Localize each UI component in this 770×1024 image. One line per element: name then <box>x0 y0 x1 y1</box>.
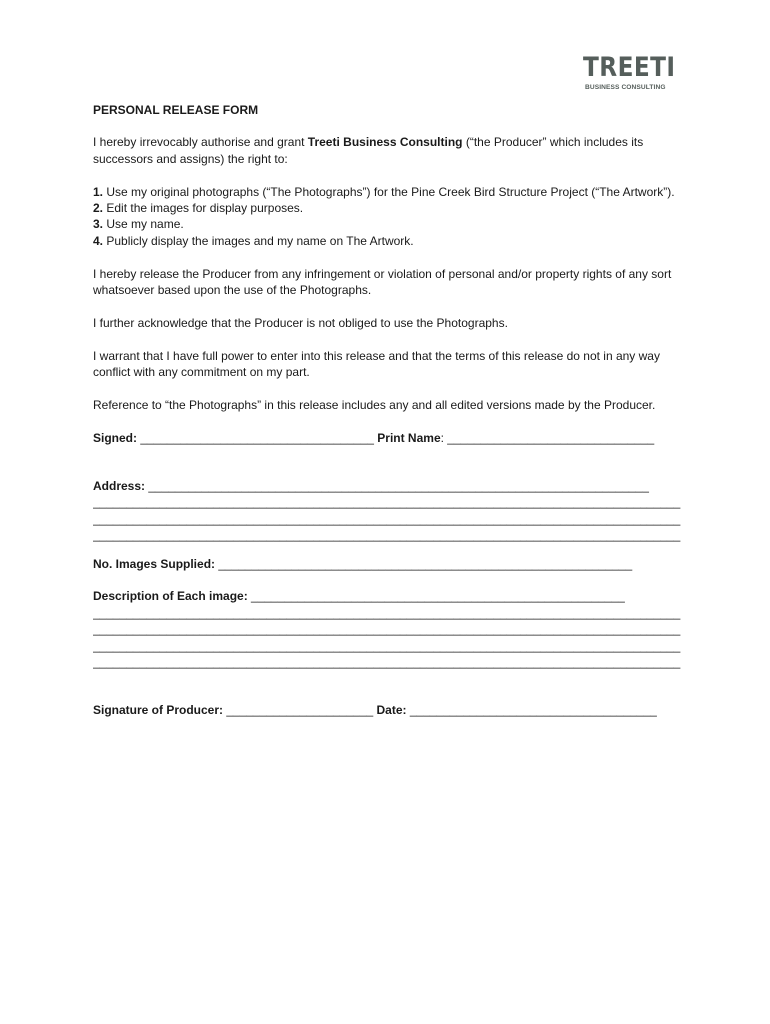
print-name-blank[interactable]: : _______________________________ <box>440 430 655 445</box>
form-title: PERSONAL RELEASE FORM <box>93 103 259 117</box>
description-blank[interactable]: ________________________________________________________ <box>247 589 625 604</box>
description-line[interactable]: ________________________________________________________________________________________ <box>93 622 681 637</box>
list-item <box>93 216 683 232</box>
address-line[interactable]: ________________________________________________________________________________________ <box>93 511 681 526</box>
print-name-label: Print Name <box>377 430 441 445</box>
address-field[interactable] <box>93 478 683 494</box>
images-supplied-blank[interactable]: ______________________________________________________________ <box>215 556 633 571</box>
description-line[interactable]: ________________________________________________________________________________________ <box>93 605 681 620</box>
warranty-paragraph: I warrant that I have full power to enter into this release and that the terms of this release do not in any way conflict with any commitment on my part. <box>93 348 660 380</box>
intro-text-after: (“the Producer” which includes its successors and assigns) the right to: <box>93 135 644 166</box>
reference-paragraph: Reference to “the Photographs” in this release includes any and all edited versions made by the Producer. <box>93 397 656 412</box>
description-label: Description of Each image: <box>93 589 248 604</box>
list-item <box>93 200 683 216</box>
description-line[interactable]: ________________________________________________________________________________________ <box>93 638 681 653</box>
images-supplied-label: No. Images Supplied: <box>93 556 216 571</box>
producer-signature-field[interactable] <box>93 702 683 718</box>
address-line[interactable]: ________________________________________________________________________________________ <box>93 495 681 510</box>
intro-text-before: I hereby irrevocably authorise and grant <box>93 135 308 150</box>
list-item-text: Publicly display the images and my name on The Artwork. <box>103 233 414 248</box>
signed-blank[interactable]: ___________________________________ <box>137 430 378 445</box>
list-item-text: Use my original photographs (“The Photographs”) for the Pine Creek Bird Structure Project (“The Artwork”). <box>103 184 675 199</box>
release-paragraph: I hereby release the Producer from any infringement or violation of personal and/or property rights of any sort whatsoever based upon the use of the Photographs. <box>93 266 672 298</box>
acknowledge-paragraph: I further acknowledge that the Producer is not obliged to use the Photographs. <box>93 315 508 330</box>
list-item-number: 1. <box>93 184 104 199</box>
logo-subtitle: BUSINESS CONSULTING <box>585 84 666 91</box>
date-label: Date: <box>376 703 407 718</box>
address-blank[interactable]: ___________________________________________________________________________ <box>145 479 649 494</box>
list-item-number: 3. <box>93 217 104 232</box>
signed-field[interactable] <box>93 430 683 446</box>
producer-signature-blank[interactable]: ______________________ <box>223 703 377 718</box>
rights-list <box>93 184 683 250</box>
release-form <box>93 102 683 719</box>
description-line[interactable]: ________________________________________________________________________________________ <box>93 655 681 670</box>
images-supplied-field[interactable] <box>93 556 683 572</box>
list-item-text: Use my name. <box>103 217 184 232</box>
producer-signature-label: Signature of Producer: <box>93 703 224 718</box>
signed-label: Signed: <box>93 430 137 445</box>
address-line[interactable]: ________________________________________________________________________________________ <box>93 528 681 543</box>
list-item-text: Edit the images for display purposes. <box>103 201 304 216</box>
address-label: Address: <box>93 479 146 494</box>
date-blank[interactable]: _____________________________________ <box>406 703 657 718</box>
intro-paragraph <box>93 134 683 167</box>
company-name: Treeti Business Consulting <box>307 135 463 150</box>
description-field[interactable] <box>93 588 683 604</box>
list-item-number: 4. <box>93 233 104 248</box>
company-logo <box>583 52 676 91</box>
list-item <box>93 184 683 200</box>
list-item-number: 2. <box>93 201 104 216</box>
logo-wordmark: TREETI <box>583 52 676 83</box>
list-item <box>93 233 683 249</box>
